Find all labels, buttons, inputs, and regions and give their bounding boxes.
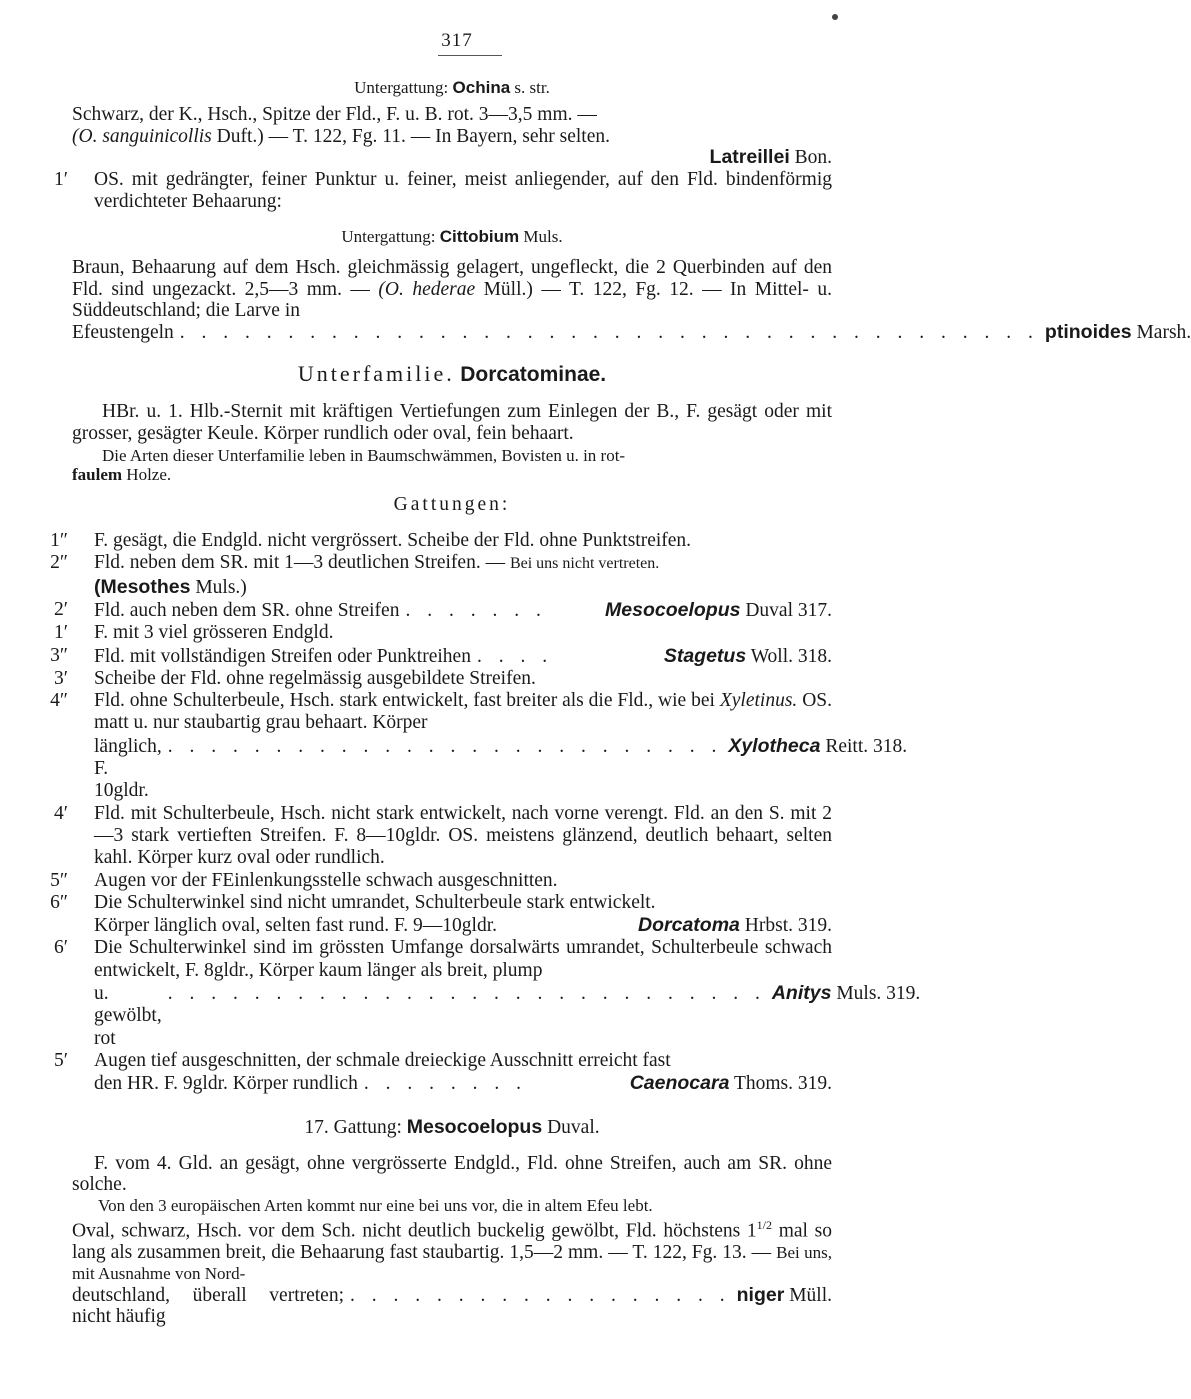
lead-text: deutschland, überall vertreten; nicht häufig bbox=[72, 1284, 344, 1328]
key-text: Die Schulterwinkel sind im grössten Umfange dorsalwärts umrandet, Schulterbeule schwach entwickelt, F. 8gldr., Körper kaum länger als breit, plump bbox=[94, 937, 832, 981]
key-entry bbox=[53, 937, 921, 1049]
key-number: 5″ bbox=[50, 869, 68, 891]
key-text: Scheibe der Fld. ohne regelmässig ausgebildete Streifen. bbox=[94, 667, 536, 689]
genus-author: Reitt. 318. bbox=[820, 735, 908, 757]
note-text-bold: faulem bbox=[72, 465, 123, 485]
page bbox=[50, 30, 1191, 1328]
key-number: 3′ bbox=[53, 667, 68, 689]
key-text: den HR. F. 9gldr. Körper rundlich bbox=[94, 1073, 358, 1095]
cittobium-description bbox=[72, 257, 832, 322]
leader-dots: . . . . . . . . . . . . . . . . . . bbox=[350, 1284, 731, 1306]
genus-name: Stagetus bbox=[663, 644, 747, 667]
species-author: Bon. bbox=[789, 147, 832, 168]
key-entry bbox=[50, 690, 908, 802]
gattungen-heading: Gattungen: bbox=[393, 494, 511, 516]
species-author: Müll. bbox=[784, 1284, 832, 1306]
desc-line: Duft.) — T. 122, Fg. 11. — In Bayern, sehr selten. bbox=[211, 125, 610, 147]
genus17-heading bbox=[72, 1116, 832, 1139]
heading-suffix: Muls. bbox=[519, 227, 563, 247]
key-number: 4″ bbox=[50, 690, 68, 712]
key-text: F. mit 3 viel grösseren Endgld. bbox=[94, 622, 334, 644]
key-entry bbox=[50, 644, 832, 668]
heading-genus: Ochina bbox=[452, 78, 511, 97]
key-text: u. gewölbt, rot bbox=[94, 983, 162, 1049]
genus-name: Anitys bbox=[771, 982, 832, 1005]
genus-name: Mesocoelopus bbox=[605, 598, 741, 621]
genus-key bbox=[50, 530, 921, 1095]
ochina-species bbox=[72, 147, 832, 169]
key-text: Fld. auch neben dem SR. ohne Streifen bbox=[94, 599, 400, 621]
key-text: länglich, F. 10gldr. bbox=[94, 735, 162, 802]
key-text: Fld. ohne Schulterbeule, Hsch. stark entwickelt, fast breiter als die Fld., wie bei bbox=[94, 690, 720, 712]
leader-dots: . . . . . . . . . . . . . . . . . . . . . . . . . . . . bbox=[167, 983, 766, 1005]
key-entry bbox=[53, 802, 832, 870]
heading-prefix: 17. Gattung: bbox=[304, 1116, 407, 1138]
heading-suffix: Duval. bbox=[542, 1116, 600, 1138]
key-number: 4′ bbox=[53, 802, 68, 824]
key-text: Augen tief ausgeschnitten, der schmale dreieckige Ausschnitt erreicht fast bbox=[94, 1049, 671, 1071]
genus-name: Caenocara bbox=[629, 1072, 730, 1095]
key-number: 1′ bbox=[53, 168, 68, 190]
key-number: 2′ bbox=[53, 598, 68, 620]
key-text: Fld. mit Schulterbeule, Hsch. nicht stark entwickelt, nach vorne verengt. Fld. an den S. mit 2—3 stark vertieften Streifen. F. 8—10gldr. OS. meistens glänzend, deutlich behaart, selten kahl. Körper kurz oval oder rundlich. bbox=[94, 802, 832, 869]
key-note: Bei uns nicht vertreten. bbox=[509, 555, 660, 573]
leader-dots: . . . . . . . . . . . . . . . . . . . . . . . . . . bbox=[167, 735, 723, 757]
species-synonym: (O. hederae bbox=[378, 278, 476, 300]
leader-dots: . . . . . . . bbox=[405, 599, 547, 621]
note-text: Holze. bbox=[122, 465, 172, 485]
species-name: ptinoides bbox=[1044, 320, 1132, 343]
heading-suffix: s. str. bbox=[510, 78, 550, 97]
key-number: 5′ bbox=[53, 1049, 68, 1071]
genus-author: Hrbst. 319. bbox=[739, 915, 832, 937]
heading-genus: Mesocoelopus bbox=[406, 1115, 543, 1138]
ochina-description bbox=[72, 104, 832, 147]
heading-prefix: Untergattung: bbox=[341, 227, 440, 247]
note-text: Die Arten dieser Unterfamilie leben in Baumschwämmen, Bovisten u. in rot- bbox=[102, 446, 626, 466]
heading-prefix: Untergattung: bbox=[354, 78, 453, 97]
ink-spot bbox=[832, 14, 838, 20]
lead-text: Efeustengeln bbox=[72, 321, 174, 343]
subfamily-name: Dorcatominae. bbox=[460, 363, 607, 387]
key-number: 2″ bbox=[50, 552, 68, 574]
subfamily-label: Unterfamilie. bbox=[297, 361, 455, 387]
genus17-species-line bbox=[72, 1285, 832, 1328]
cittobium-heading bbox=[72, 227, 832, 247]
ochina-heading bbox=[72, 78, 832, 98]
genus-reference: Xyletinus. bbox=[719, 690, 798, 712]
genus17-description: F. vom 4. Gld. an gesägt, ohne vergrösserte Endgld., Fld. ohne Streifen, auch am SR. ohne solche. bbox=[72, 1152, 832, 1196]
key-text: Fld. neben dem SR. mit 1—3 deutlichen Streifen. — bbox=[94, 552, 510, 574]
desc-text: Oval, schwarz, Hsch. vor dem Sch. nicht deutlich buckelig gewölbt, Fld. höchstens 1 bbox=[72, 1220, 757, 1242]
genus-author: Woll. 318. bbox=[746, 645, 832, 667]
subfamily-note bbox=[72, 446, 832, 484]
key-number: 6″ bbox=[50, 891, 68, 913]
key-entry bbox=[53, 622, 832, 644]
key-entry bbox=[50, 891, 832, 938]
genus17-note: Von den 3 europäischen Arten kommt nur eine bei uns vor, die in altem Efeu lebt. bbox=[98, 1195, 653, 1215]
page-number-rule bbox=[438, 55, 502, 56]
genus-author: Thoms. 319. bbox=[729, 1073, 832, 1095]
page-number: 317 bbox=[441, 30, 473, 51]
desc-line: Schwarz, der K., Hsch., Spitze der Fld., F. u. B. rot. 3—3,5 mm. — bbox=[72, 104, 597, 125]
desc-text: Braun, Behaarung auf dem Hsch. gleichmässig gelagert, ungefleckt, die 2 Querbinden auf den Fld. sind ungezackt. 2,5—3 mm. — bbox=[72, 257, 832, 300]
key-number: 6′ bbox=[53, 937, 68, 959]
leader-dots: . . . . . . . . . . . . . . . . . . . . . . . . . . . . . . . . . . . . . . . . bbox=[179, 321, 1039, 343]
key-text: OS. matt u. nur staubartig grau behaart. Körper bbox=[94, 690, 833, 734]
key-entry bbox=[50, 530, 832, 552]
species-name: Latreillei bbox=[709, 146, 790, 168]
key-entry bbox=[50, 869, 832, 892]
genus17-species-description bbox=[72, 1215, 832, 1285]
key-entry bbox=[53, 667, 832, 690]
key-entry bbox=[72, 576, 832, 599]
key-entry bbox=[53, 598, 832, 622]
species-synonym: (O. sanguinicollis bbox=[72, 125, 212, 147]
genus-author: Duval 317. bbox=[740, 599, 832, 621]
genus-name: Dorcatoma bbox=[638, 914, 740, 937]
key-text: Fld. mit vollständigen Streifen oder Punktreihen bbox=[94, 645, 471, 667]
key-text: Körper länglich oval, selten fast rund. F. 9—10gldr. bbox=[94, 915, 497, 937]
fraction: 1/2 bbox=[756, 1217, 773, 1232]
key-text: Augen vor der FEinlenkungsstelle schwach ausgeschnitten. bbox=[94, 869, 558, 891]
cittobium-species-line bbox=[72, 320, 1191, 344]
key-entry bbox=[53, 168, 832, 214]
key-text: OS. mit gedrängter, feiner Punktur u. feiner, meist anliegender, auf den Fld. bindenförmig verdichteter Behaarung: bbox=[94, 168, 832, 212]
key-text: F. gesägt, die Endgld. nicht vergrössert. Scheibe der Fld. ohne Punktstreifen. bbox=[94, 530, 692, 552]
desc-note: Bei uns, mit Ausnahme von Nord- bbox=[72, 1242, 832, 1284]
key-text: Die Schulterwinkel sind nicht umrandet, Schulterbeule stark entwickelt. bbox=[94, 891, 656, 913]
desc-text: mal so lang als zusammen breit, die Behaarung fast staubartig. 1,5—2 mm. — T. 122, Fg. 13. — bbox=[72, 1220, 832, 1263]
species-author: Marsh. bbox=[1131, 321, 1191, 343]
key-entry bbox=[53, 1049, 832, 1096]
desc-text: Müll.) — T. 122, Fg. 12. — In Mittel- u. Süddeutschland; die Larve in bbox=[72, 278, 832, 322]
key-number: 1″ bbox=[50, 530, 68, 552]
genus-name: (Mesothes bbox=[94, 575, 191, 598]
species-name: niger bbox=[736, 1283, 785, 1306]
subfamily-description: HBr. u. 1. Hlb.-Sternit mit kräftigen Vertiefungen zum Einlegen der B., F. gesägt oder mit grosser, gesägter Keule. Körper rundlich oder oval, fein behaart. bbox=[72, 401, 832, 444]
key-number: 3″ bbox=[50, 644, 68, 666]
subfamily-heading bbox=[72, 361, 832, 387]
genus-author: Muls. 319. bbox=[831, 983, 921, 1005]
leader-dots: . . . . bbox=[476, 645, 554, 667]
genus-name: Xylotheca bbox=[728, 734, 821, 757]
leader-dots: . . . . . . . . bbox=[363, 1073, 527, 1095]
heading-genus: Cittobium bbox=[439, 227, 520, 247]
genus-author: Muls.) bbox=[190, 576, 247, 598]
key-number: 1′ bbox=[53, 622, 68, 644]
key-entry bbox=[50, 552, 832, 575]
